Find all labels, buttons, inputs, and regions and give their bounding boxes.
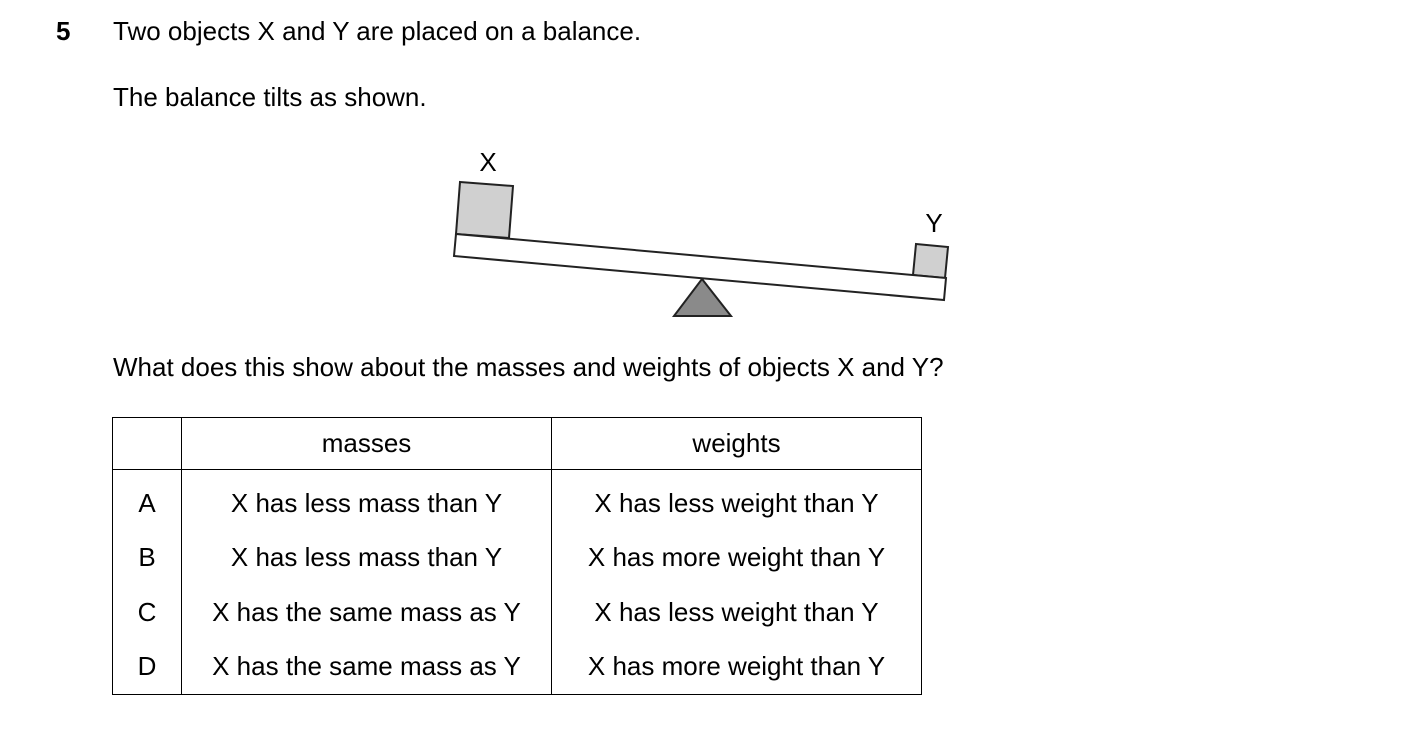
object-y [913,244,948,278]
option-masses: X has less mass than Y [182,531,552,586]
option-row-d[interactable] [113,640,922,695]
label-y: Y [925,208,943,238]
option-masses: X has less mass than Y [182,470,552,531]
label-x: X [479,147,497,177]
option-weights: X has more weight than Y [552,640,922,695]
pivot-triangle [674,279,731,316]
answer-options-table [112,417,922,695]
question-number: 5 [56,16,71,46]
table-header-row [113,418,922,470]
question-text-line-3: What does this show about the masses and weights of objects X and Y? [113,352,944,382]
question-text-line-2: The balance tilts as shown. [113,82,427,112]
header-weights: weights [552,418,922,470]
header-blank [113,418,182,470]
option-row-b[interactable] [113,531,922,586]
option-row-c[interactable] [113,585,922,640]
option-letter: D [113,640,182,695]
option-letter: B [113,531,182,586]
option-row-a[interactable] [113,470,922,531]
question-text-line-1: Two objects X and Y are placed on a balance. [113,16,642,46]
option-weights: X has less weight than Y [552,585,922,640]
option-weights: X has more weight than Y [552,531,922,586]
option-masses: X has the same mass as Y [182,585,552,640]
object-x [456,182,513,238]
option-masses: X has the same mass as Y [182,640,552,695]
option-letter: A [113,470,182,531]
option-letter: C [113,585,182,640]
header-masses: masses [182,418,552,470]
option-weights: X has less weight than Y [552,470,922,531]
